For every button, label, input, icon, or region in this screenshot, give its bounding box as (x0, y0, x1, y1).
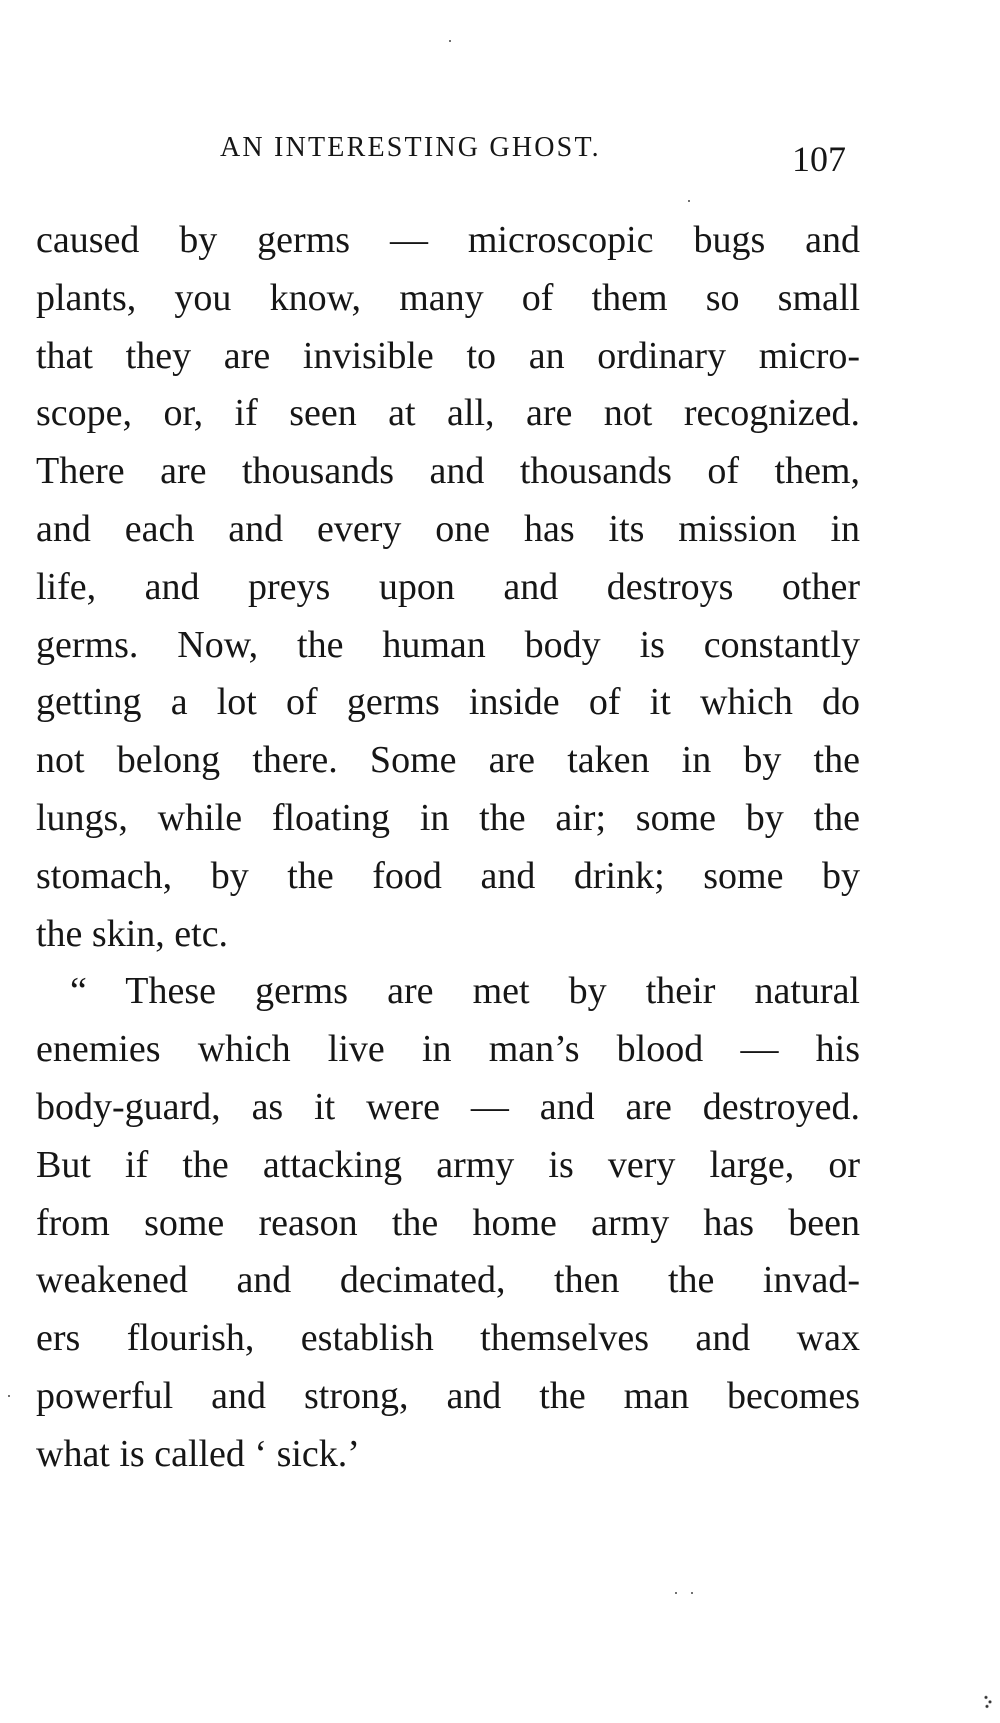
body-text (36, 212, 860, 1484)
ink-mark (983, 1692, 993, 1710)
text-line: life, and preys upon and destroys other (36, 565, 860, 608)
paper-speck (675, 1592, 677, 1594)
text-line: ers flourish, establish themselves and wax (36, 1317, 860, 1360)
paper-speck (688, 200, 690, 202)
text-line: germs. Now, the human body is constantly (36, 623, 860, 666)
text-line: stomach, by the food and drink; some by (36, 854, 860, 897)
paper-speck (691, 1592, 693, 1594)
text-line: not belong there. Some are taken in by the (36, 739, 860, 782)
running-head: AN INTERESTING GHOST. (220, 132, 601, 163)
text-line: from some reason the home army has been (36, 1201, 860, 1244)
text-line: There are thousands and thousands of them, (36, 450, 860, 493)
text-line: that they are invisible to an ordinary micro- (36, 334, 860, 377)
text-line: weakened and decimated, then the invad- (36, 1259, 860, 1302)
text-line: body-guard, as it were — and are destroyed. (36, 1085, 860, 1128)
text-line: plants, you know, many of them so small (36, 276, 860, 319)
paper-speck (8, 1395, 10, 1397)
text-line: and each and every one has its mission in (36, 507, 860, 550)
text-line: getting a lot of germs inside of it which do (36, 681, 860, 724)
text-line: scope, or, if seen at all, are not recognized. (36, 392, 860, 435)
text-line: But if the attacking army is very large, or (36, 1143, 860, 1186)
page-number: 107 (792, 139, 846, 179)
text-line: enemies which live in man’s blood — his (36, 1028, 860, 1071)
text-line: lungs, while floating in the air; some by the (36, 796, 860, 839)
text-line: the skin, etc. (36, 912, 229, 955)
text-line: caused by germs — microscopic bugs and (36, 219, 860, 261)
text-line: what is called ‘ sick.’ (36, 1432, 360, 1475)
paper-speck (449, 40, 451, 42)
text-line: powerful and strong, and the man becomes (36, 1374, 860, 1417)
paragraph-1 (36, 212, 860, 963)
text-line: “ These germs are met by their natural (70, 970, 860, 1013)
paragraph-2 (36, 963, 860, 1483)
